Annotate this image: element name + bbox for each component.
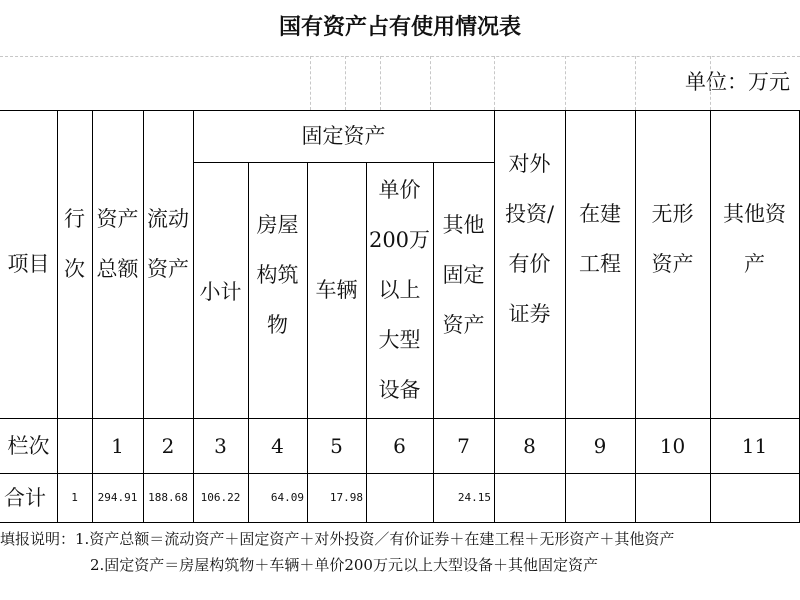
header-fixed-assets-group: 固定资产 [301, 124, 386, 148]
header-investment: 对外 投资/ 有价 证券 [504, 152, 555, 326]
header-current-assets: 流动 资产 [147, 207, 189, 281]
filing-notes [0, 526, 800, 578]
header-other-assets: 其他资 产 [723, 202, 786, 276]
col-number-4: 4 [271, 433, 284, 458]
grid-line [494, 56, 495, 110]
col-number-1: 1 [111, 433, 124, 458]
header-large-equipment: 单价 200万 以上 大型 设备 [368, 178, 431, 402]
grid-line [380, 56, 381, 110]
col-number-5: 5 [330, 433, 343, 458]
header-item: 项目 [7, 252, 50, 276]
other-fixed-value: 24.15 [457, 490, 491, 504]
grid-line [430, 56, 431, 110]
buildings-value: 64.09 [270, 490, 304, 504]
grid-line [565, 56, 566, 110]
grid-line [345, 56, 346, 110]
note-line-1: 填报说明：1.资产总额＝流动资产＋固定资产＋对外投资／有价证券＋在建工程＋无形资产＋其他资产 [0, 530, 675, 548]
header-buildings: 房屋 构筑 物 [256, 213, 299, 337]
header-fixed-subtotal: 小计 [199, 280, 242, 304]
header-other-fixed-assets: 其他 固定 资产 [442, 213, 485, 337]
total-row-no: 1 [71, 490, 78, 504]
col-number-9: 9 [593, 433, 607, 458]
col-number-label: 栏次 [7, 433, 50, 458]
grid-line [310, 56, 311, 110]
unit-label: 单位：万元 [685, 70, 790, 94]
table-title: 国有资产占有使用情况表 [278, 15, 521, 40]
vehicles-value: 17.98 [329, 490, 363, 504]
header-construction: 在建 工程 [579, 202, 621, 276]
header-total-assets: 资产 总额 [96, 207, 139, 281]
grid-line [710, 56, 711, 110]
col-number-7: 7 [457, 433, 470, 458]
col-number-10: 10 [659, 433, 686, 458]
note-line-2: 2.固定资产＝房屋构筑物＋车辆＋单价200万元以上大型设备＋其他固定资产 [90, 556, 598, 574]
grid-line [635, 56, 636, 110]
construction-value [565, 473, 635, 522]
col-number-2: 2 [161, 433, 175, 458]
col-number-11: 11 [741, 433, 768, 458]
intangible-value [635, 473, 710, 522]
current-assets-value: 188.68 [148, 490, 188, 504]
grid-line [0, 56, 800, 57]
fixed-subtotal-value: 106.22 [200, 490, 241, 504]
total-assets-value: 294.91 [97, 490, 138, 504]
header-intangible-assets: 无形 资产 [651, 202, 694, 276]
investment-value [494, 473, 565, 522]
header-vehicles: 车辆 [315, 278, 358, 302]
total-row-label: 合计 [4, 485, 46, 510]
col-number-3: 3 [214, 433, 227, 458]
header-row-no: 行 次 [64, 207, 85, 281]
col-number-6: 6 [393, 433, 406, 458]
col-number-8: 8 [523, 433, 536, 458]
other-assets-value [710, 473, 799, 522]
equipment-value [366, 473, 433, 522]
